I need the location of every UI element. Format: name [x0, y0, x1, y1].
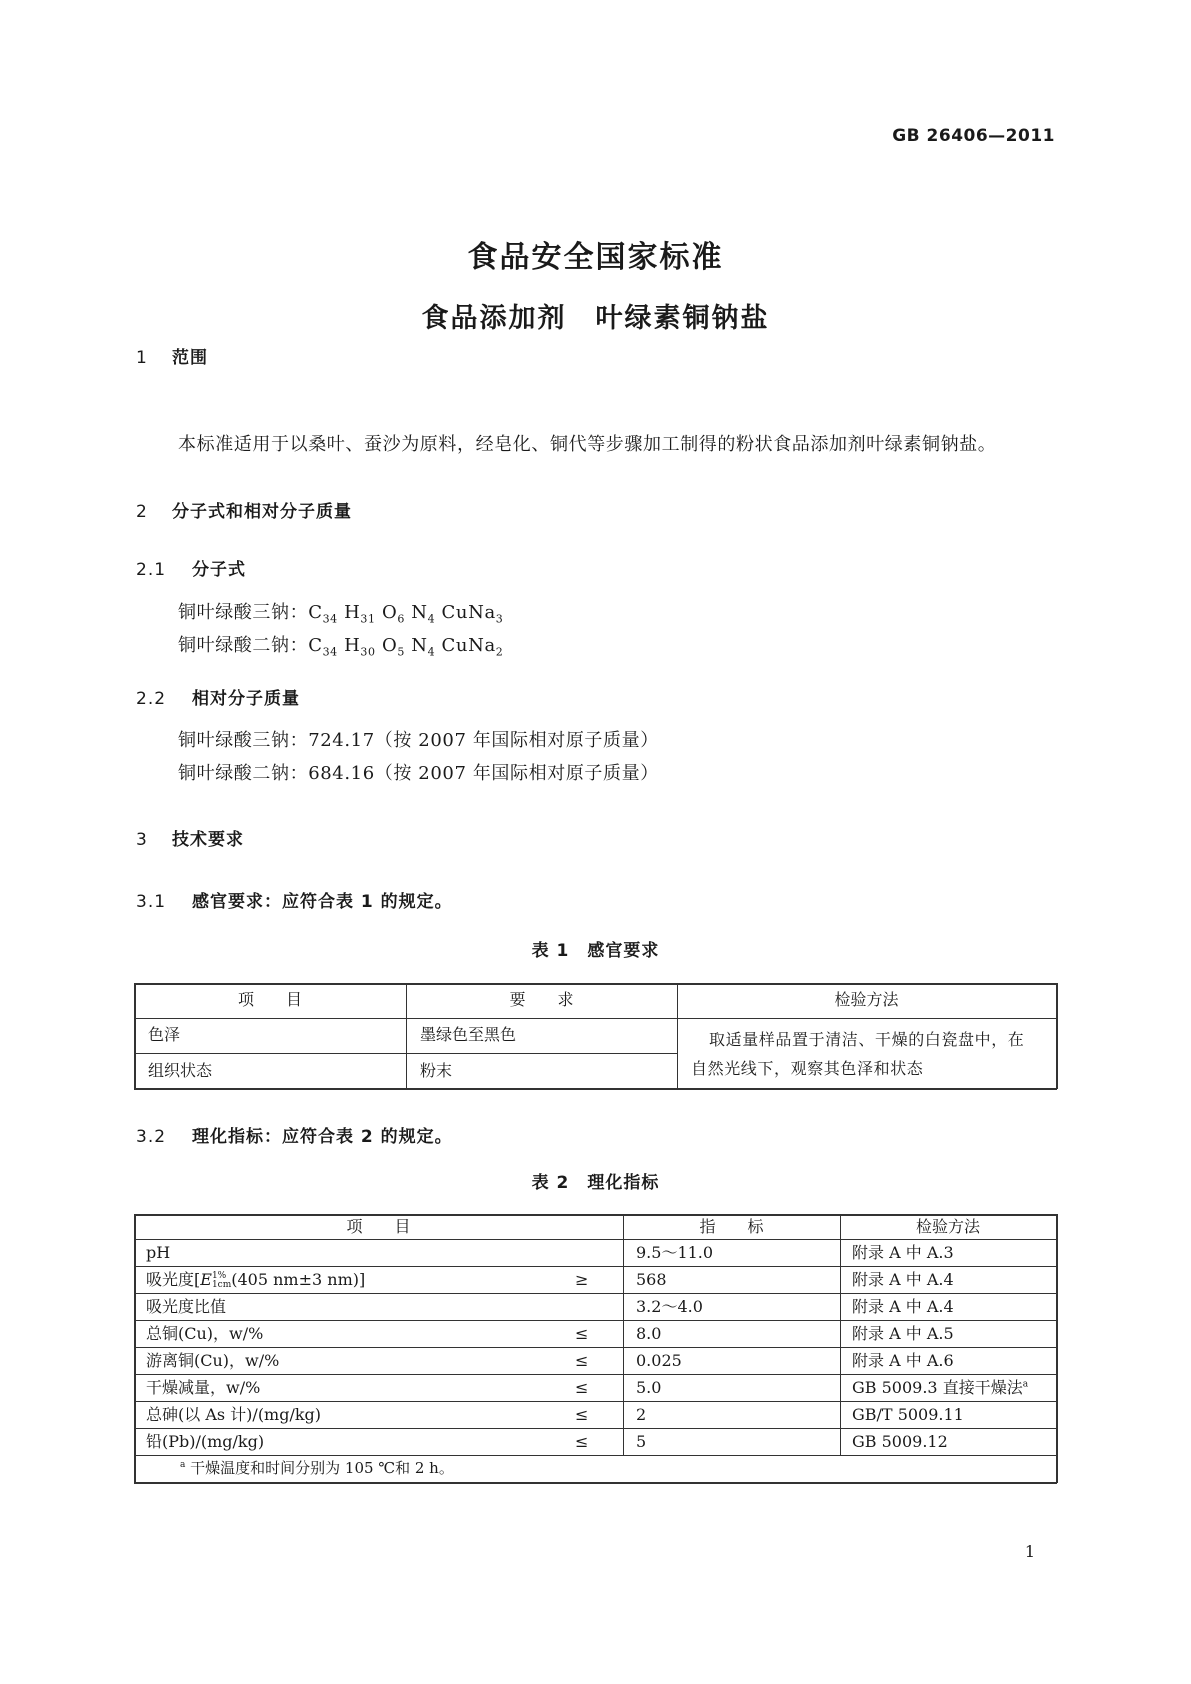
standard-code: GB 26406—2011 [892, 126, 1055, 146]
table-cell: 2 [636, 1405, 647, 1424]
table-cell: 组织状态 [148, 1061, 213, 1080]
comparison-operator: ≤ [575, 1405, 589, 1424]
table-cell: 附录 A 中 A.6 [852, 1351, 954, 1370]
table-cell: 游离铜(Cu)，w/% [146, 1351, 280, 1370]
table-2-footnote: $^a$ 干燥温度和时间分别为 105 ℃和 2 h。 [180, 1459, 454, 1477]
section-number: 2.1 [136, 560, 167, 580]
table-cell: 附录 A 中 A.4 [852, 1270, 954, 1289]
table-cell: 取适量样品置于清洁、干燥的白瓷盘中，在 [709, 1030, 1025, 1049]
section-1-heading [136, 343, 208, 368]
section-title: 技术要求 [172, 830, 244, 850]
table-1-header: 要 求 [509, 990, 574, 1009]
formula-trisodium [178, 598, 503, 626]
formula-label: 铜叶绿酸三钠： [178, 602, 309, 623]
section-3-1-heading [136, 887, 453, 912]
section-number: 3.2 [136, 1127, 167, 1147]
section-3-heading [136, 825, 244, 850]
table-1-header: 检验方法 [834, 990, 899, 1009]
formula-disodium [178, 631, 503, 659]
comparison-operator: ≤ [575, 1432, 589, 1451]
document-subtitle: 食品添加剂 叶绿素铜钠盐 [421, 303, 770, 334]
comparison-operator: ≤ [575, 1351, 589, 1370]
table-cell: 9.5～11.0 [636, 1243, 714, 1262]
table-2-header: 项 目 [346, 1217, 411, 1236]
table-cell: 吸光度[E 1% 1cm (405 nm±3 nm)] [146, 1270, 366, 1290]
table-cell: 5.0 [636, 1378, 662, 1397]
molecular-mass-trisodium: 铜叶绿酸三钠：724.17（按 2007 年国际相对原子质量） [178, 730, 659, 751]
formula-label: 铜叶绿酸二钠： [178, 635, 309, 656]
table-cell: 3.2～4.0 [636, 1297, 703, 1316]
table-1-caption: 表 1 感官要求 [531, 941, 660, 961]
table-cell: 干燥减量，w/% [146, 1378, 261, 1397]
table-cell: 粉末 [420, 1061, 453, 1080]
table-cell: GB 5009.3 直接干燥法$^a$ [852, 1378, 1029, 1397]
section-2-heading [136, 497, 352, 522]
table-cell: 568 [636, 1270, 667, 1289]
table-cell: 色泽 [148, 1025, 181, 1044]
comparison-operator: ≥ [575, 1270, 589, 1289]
page-number: 1 [1024, 1542, 1035, 1561]
section-title: 分子式和相对分子质量 [172, 502, 352, 522]
section-2-1-heading [136, 555, 246, 580]
molecular-mass-disodium: 铜叶绿酸二钠：684.16（按 2007 年国际相对原子质量） [178, 763, 659, 784]
table-cell: GB 5009.12 [852, 1432, 948, 1451]
table-cell: 附录 A 中 A.5 [852, 1324, 954, 1343]
table-cell: 0.025 [636, 1351, 682, 1370]
section-title: 相对分子质量 [192, 689, 300, 709]
section-1-text: 本标准适用于以桑叶、蚕沙为原料，经皂化、铜代等步骤加工制得的粉状食品添加剂叶绿素铜钠盐。 [178, 434, 997, 455]
section-title: 分子式 [192, 560, 246, 580]
footnote-marker: a [180, 1460, 186, 1470]
table-cell: 附录 A 中 A.3 [852, 1243, 954, 1262]
section-3-2-heading [136, 1122, 453, 1147]
table-cell: 8.0 [636, 1324, 662, 1343]
footnote-marker: a [1022, 1379, 1029, 1390]
table-cell: 墨绿色至黑色 [420, 1025, 517, 1044]
section-title: 感官要求：应符合表 1 的规定。 [192, 892, 453, 912]
table-cell: pH [146, 1243, 171, 1262]
table-cell: 总铜(Cu)，w/% [146, 1324, 264, 1343]
formula: $C_{34}$ $H_{30}$ $O_5$ $N_4$ CuNa$_2$ [308, 635, 504, 659]
table-2-header: 指 标 [699, 1217, 764, 1236]
section-title: 范围 [172, 348, 208, 368]
comparison-operator: ≤ [575, 1324, 589, 1343]
section-number: 2 [136, 502, 148, 522]
section-2-2-heading [136, 684, 300, 709]
document-title: 食品安全国家标准 [467, 240, 724, 275]
section-number: 3.1 [136, 892, 167, 912]
table-cell: 铅(Pb)/(mg/kg) [146, 1432, 265, 1451]
section-title: 理化指标：应符合表 2 的规定。 [192, 1127, 453, 1147]
table-cell: 附录 A 中 A.4 [852, 1297, 954, 1316]
section-number: 1 [136, 348, 148, 368]
table-cell: 5 [636, 1432, 647, 1451]
table-cell: 自然光线下，观察其色泽和状态 [691, 1059, 924, 1078]
section-number: 3 [136, 830, 148, 850]
comparison-operator: ≤ [575, 1378, 589, 1397]
formula: $C_{34}$ $H_{31}$ $O_6$ $N_4$ CuNa$_3$ [308, 602, 504, 626]
table-2-caption: 表 2 理化指标 [531, 1173, 660, 1193]
table-cell: 吸光度比值 [146, 1297, 227, 1316]
table-cell: 总砷(以 As 计)/(mg/kg) [146, 1405, 322, 1424]
table-1-header: 项 目 [237, 990, 302, 1009]
section-number: 2.2 [136, 689, 167, 709]
table-cell: GB/T 5009.11 [852, 1405, 964, 1424]
table-2-header: 检验方法 [915, 1217, 980, 1236]
